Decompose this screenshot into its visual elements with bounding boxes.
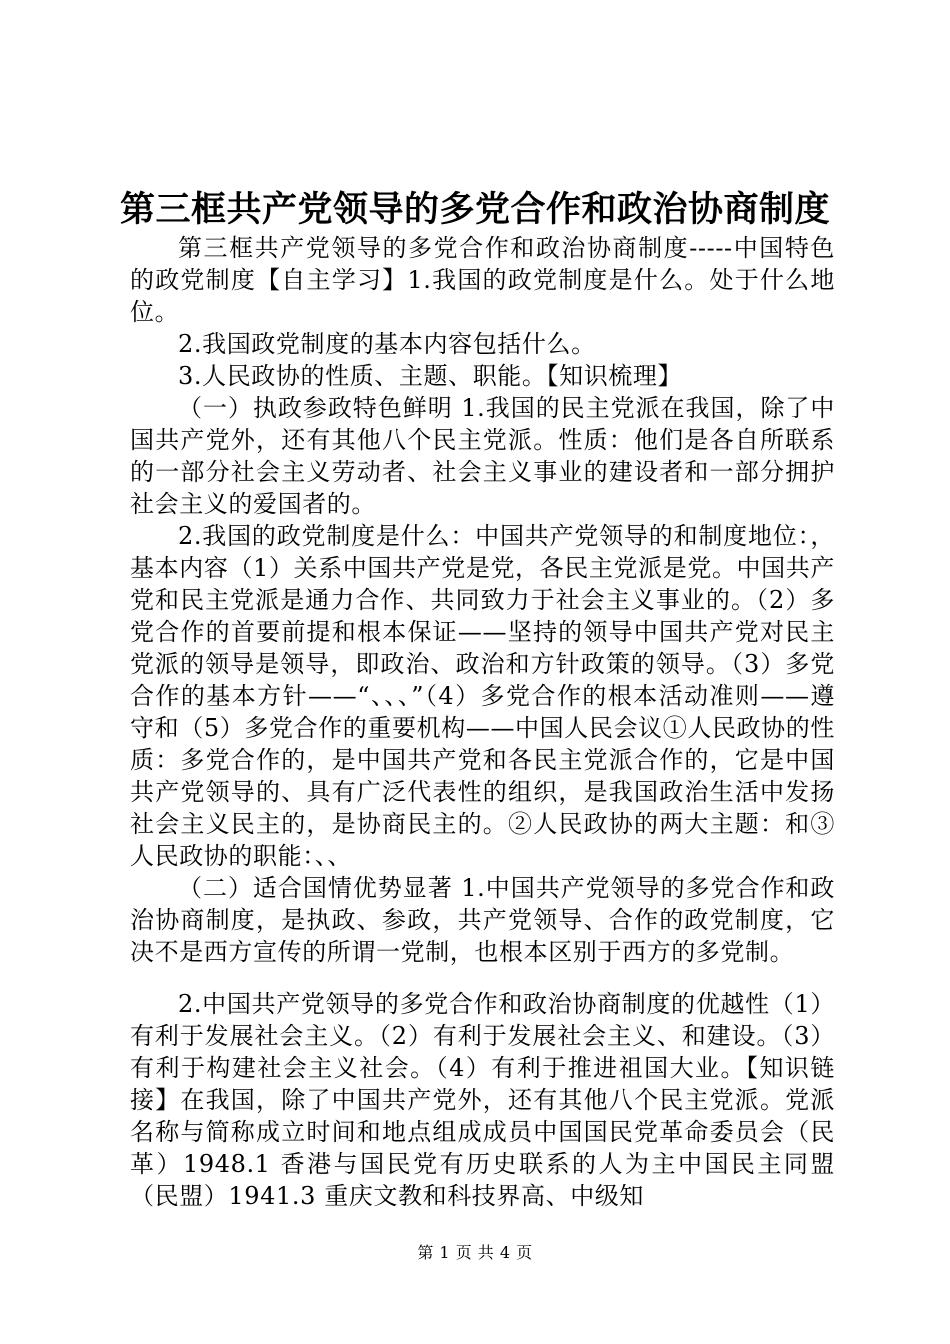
paragraph-party-system: 2.我国的政党制度是什么：中国共产党领导的和制度地位：，基本内容（1）关系中国共产党是党，各民主党派是党。中国共产党和民主党派是通力合作、共同致力于社会主义事业的。（2）多党合作的首要前提和根本保证——坚持的领导中国共产党对民主党派的领导是领导，即政治、政治和方针政策的领导。（3）多党合作的基本方针——“、、、”（4）多党合作的根本活动准则——遵守和（5）多党合作的重要机构——中国人民会议①人民政协的性质：多党合作的，是中国共产党和各民主党派合作的，它是中国共产党领导的、具有广泛代表性的组织，是我国政治生活中发扬社会主义民主的，是协商民主的。②人民政协的两大主题：和③人民政协的职能：、、 (130, 522, 835, 870)
paragraph-advantages: 2.中国共产党领导的多党合作和政治协商制度的优越性（1）有利于发展社会主义。（2）有利于发展社会主义、和建设。（3）有利于构建社会主义社会。（4）有利于推进祖国大业。【知识链接】在我国，除了中国共产党外，还有其他八个民主党派。党派名称与简称成立时间和地点组成成员中国国民党革命委员会（民革）1948.1 香港与国民党有历史联系的人为主中国民主同盟（民盟）1941.3 重庆文教和科技界高、中级知 (130, 990, 835, 1210)
paragraph-section-1: （一）执政参政特色鲜明 1.我国的民主党派在我国，除了中国共产党外，还有其他八个民主党派。性质：他们是各自所联系的一部分社会主义劳动者、社会主义事业的建设者和一部分拥护社会主义的爱国者的。 (130, 394, 835, 518)
paragraph-intro: 第三框共产党领导的多党合作和政治协商制度-----中国特色的政党制度【自主学习】1.我国的政党制度是什么。处于什么地位。 (130, 234, 835, 326)
paragraph-gap (130, 968, 835, 988)
paragraph-section-2: （二）适合国情优势显著 1.中国共产党领导的多党合作和政治协商制度，是执政、参政，共产党领导、合作的政党制度，它决不是西方宣传的所谓一党制，也根本区别于西方的多党制。 (130, 874, 835, 966)
paragraph-question-2: 2.我国政党制度的基本内容包括什么。 (178, 330, 596, 358)
document-body (130, 232, 835, 1212)
paragraph-question-3: 3.人民政协的性质、主题、职能。【知识梳理】 (178, 362, 683, 390)
document-title: 第三框共产党领导的多党合作和政治协商制度 (119, 189, 830, 230)
page-number-footer: 第 1 页 共 4 页 (417, 1243, 533, 1262)
